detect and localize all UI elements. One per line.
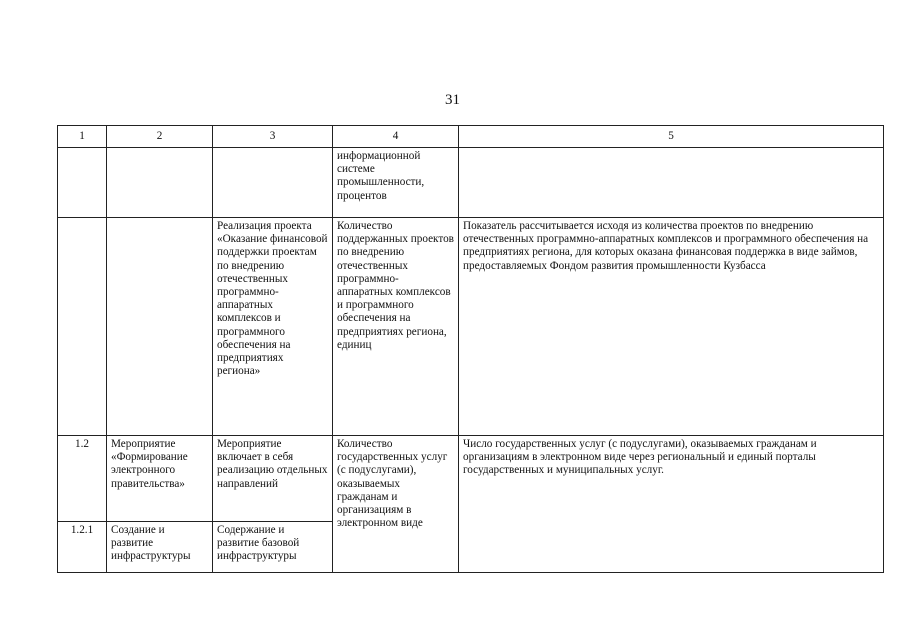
submeasure-description-text: Содержание и развитие базовой инфраструктуры: [217, 524, 300, 563]
header-col-5: 5: [459, 126, 884, 148]
table-cell-empty: [459, 148, 884, 218]
row-number-1-2: 1.2: [58, 436, 107, 522]
indicator-name-continued: [333, 148, 459, 218]
submeasure-name-text: Создание и развитие инфраструктуры: [111, 524, 191, 563]
measure-description-cell: [213, 436, 333, 522]
services-indicator-line-2: (с подуслугами), оказываемых гражданам и организациям в электронном виде: [337, 464, 423, 530]
header-col-2: 2: [107, 126, 213, 148]
indicator-name-continued-text: информационной системе промышленности, процентов: [337, 150, 425, 202]
table-cell-empty: [213, 148, 333, 218]
table-header-row: [58, 126, 884, 148]
measure-name-cell: [107, 436, 213, 522]
header-col-1: 1: [58, 126, 107, 148]
submeasure-name-cell: [107, 522, 213, 573]
project-cell: [213, 218, 333, 436]
measure-name-text: Мероприятие «Формирование электронного правительства»: [111, 438, 188, 490]
row-number-1-2-1: 1.2.1: [58, 522, 107, 573]
table-row-project-indicator: [58, 218, 884, 436]
services-indicator-cell: [333, 436, 459, 573]
project-text: Реализация проекта «Оказание финансовой поддержки проектам по внедрению отечественных программно-аппаратных комплексов и программного обеспечения на предприятиях региона»: [217, 220, 328, 378]
services-method-text: Число государственных услуг (с подуслугами), оказываемых гражданам и организациям в электронном виде через региональный и единый порталы государственных и муниципальных услуг.: [463, 438, 817, 477]
table-row-continued: [58, 148, 884, 218]
table-row-1-2: [58, 436, 884, 522]
table-cell-empty: [58, 218, 107, 436]
submeasure-description-cell: [213, 522, 333, 573]
method-text: Показатель рассчитывается исходя из количества проектов по внедрению отечественных программно-аппаратных комплексов и программного обеспечения на предприятиях региона, для которых оказана финансовая поддержка в виде займов, предоставляемых Фондом развития промышленности Кузбасса: [463, 220, 869, 272]
table-cell-empty: [107, 218, 213, 436]
measure-description-text: Мероприятие включает в себя реализацию отдельных направлений: [217, 438, 328, 490]
method-cell: [459, 218, 884, 436]
header-col-4: 4: [333, 126, 459, 148]
page-number: 31: [445, 92, 460, 108]
services-indicator-line-1: Количество государственных услуг: [337, 438, 448, 464]
table-cell-empty: [58, 148, 107, 218]
indicator-text: Количество поддержанных проектов по внедрению отечественных программно-аппаратных комплексов и программного обеспечения на предприятиях региона, единиц: [337, 220, 454, 351]
services-method-cell: [459, 436, 884, 573]
table-cell-empty: [107, 148, 213, 218]
indicator-cell: [333, 218, 459, 436]
header-col-3: 3: [213, 126, 333, 148]
program-table: [57, 125, 884, 573]
